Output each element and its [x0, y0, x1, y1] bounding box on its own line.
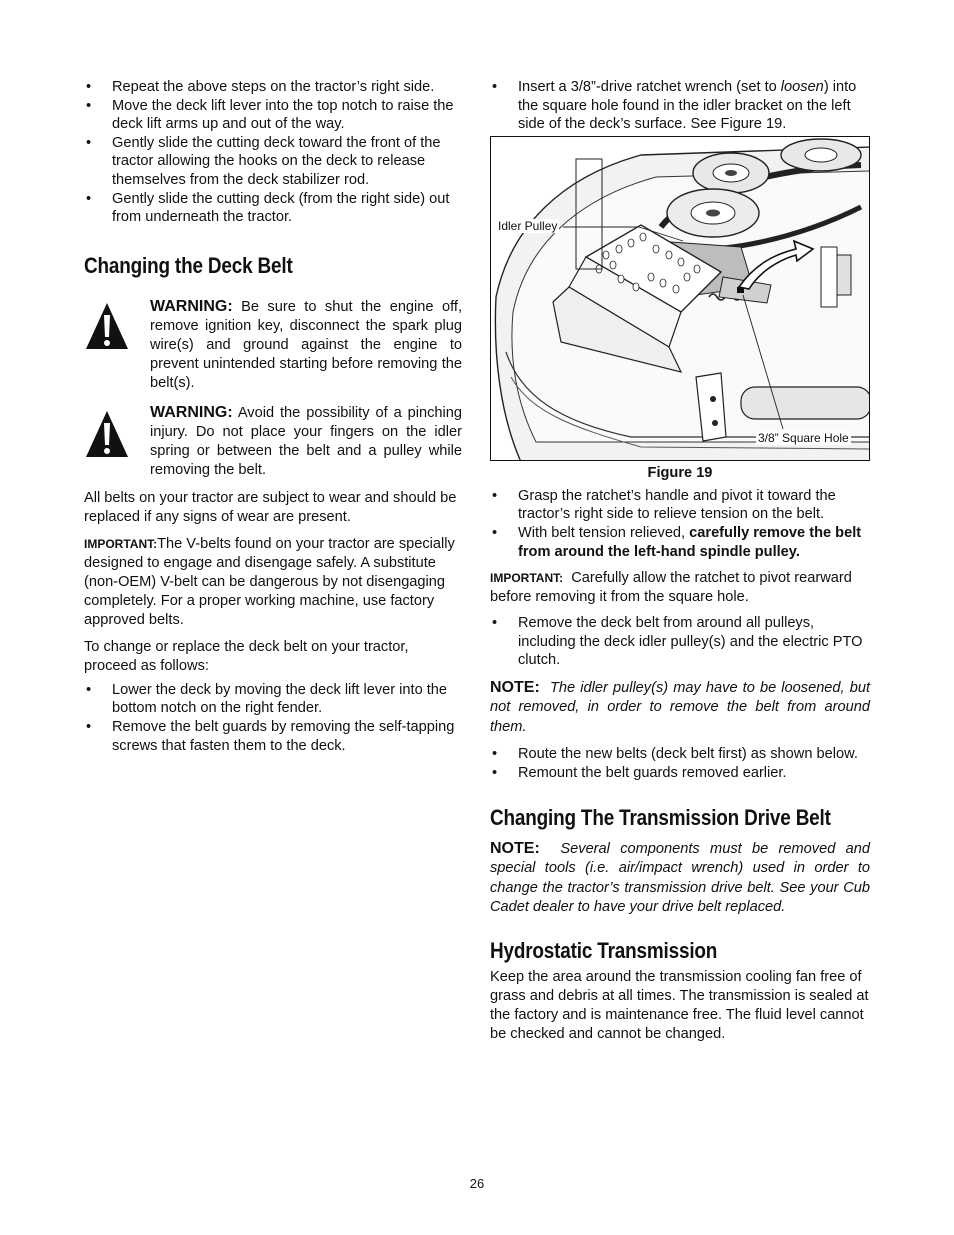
proceed-paragraph: To change or replace the deck belt on your tractor, proceed as follows: [84, 638, 409, 674]
bullet-emphasis: carefully remove the belt from around the left-hand spindle pulley. [518, 524, 862, 560]
list-item: • Repeat the above steps on the tractor’s right side. [84, 78, 462, 97]
list-item: • Grasp the ratchet’s handle and pivot it toward the tractor’s right side to relieve tension on the belt. [490, 487, 870, 524]
bullet-text: With belt tension relieved, [518, 524, 690, 541]
bullet-emphasis: loosen [780, 79, 824, 95]
idler-pulley-label: Idler Pulley [498, 218, 558, 233]
remove-bullet-list [490, 614, 870, 670]
warning-triangle-icon [84, 297, 150, 393]
steps-bullet-list [84, 681, 462, 755]
warning-label: WARNING: [150, 297, 233, 315]
warning-text: Avoid the possibility of a pinching injury. Do not place your fingers on the idler spring or between the belt and a pulley while removing the belt. [150, 404, 463, 478]
left-column [84, 78, 462, 755]
list-item: • Gently slide the cutting deck (from the right side) out from underneath the tractor. [84, 190, 462, 227]
warning-block-2 [84, 403, 462, 480]
note-label: NOTE: [490, 678, 540, 696]
warning-block-1 [84, 297, 462, 393]
deck-belt-heading: Changing the Deck Belt [84, 252, 293, 278]
figure-caption: Figure 19 [647, 464, 713, 481]
wear-paragraph: All belts on your tractor are subject to wear and should be replaced if any signs of wear are present. [84, 489, 457, 525]
list-item [490, 78, 870, 134]
important-label: IMPORTANT: [490, 571, 564, 586]
list-item: • Remove the deck belt from around all pulleys, including the deck idler pulley(s) and the electric PTO clutch. [490, 614, 870, 670]
intro-bullet-list [84, 78, 462, 227]
figure-frame [490, 136, 870, 461]
note-text: Several components must be removed and special tools (i.e. air/impact wrench) used in order to change the tractor’s transmission drive belt. See your Cub Cadet dealer to have your drive belt replaced. [490, 840, 870, 916]
square-hole-label: 3/8” Square Hole [758, 430, 849, 445]
grasp-bullet-list [490, 487, 870, 561]
deck-idler-pulley-illustration [491, 137, 870, 461]
bullet-text: Insert a 3/8”-drive ratchet wrench (set to [518, 79, 781, 95]
important-label: IMPORTANT: [84, 536, 158, 551]
figure-19 [490, 136, 870, 481]
note-label: NOTE: [490, 839, 540, 857]
note-text: The idler pulley(s) may have to be loosened, but not removed, in order to remove the belt from around them. [490, 679, 870, 735]
list-item: • Route the new belts (deck belt first) as shown below. [490, 745, 870, 764]
list-item: • Remove the belt guards by removing the self-tapping screws that fasten them to the deck. [84, 718, 462, 755]
important-text: Carefully allow the ratchet to pivot rearward before removing it from the square hole. [490, 570, 852, 606]
warning-label: WARNING: [150, 403, 233, 421]
list-item: • Lower the deck by moving the deck lift lever into the bottom notch on the right fender. [84, 681, 462, 718]
list-item [490, 524, 870, 561]
final-bullet-list [490, 745, 870, 782]
note-1 [490, 678, 870, 738]
important-note-1 [84, 535, 462, 630]
right-column [490, 78, 870, 1044]
warning-text: Be sure to shut the engine off, remove ignition key, disconnect the spark plug wire(s) and ground against the engine to prevent unintended starting before removing the belt(s). [150, 298, 462, 391]
ratchet-bullet-list [490, 78, 870, 134]
list-item: • Gently slide the cutting deck toward the front of the tractor allowing the hooks on the deck to release themselves from the deck stabilizer rod. [84, 134, 462, 190]
important-text: The V-belts found on your tractor are specially designed to engage and disengage safely. A substitute (non-OEM) V-belt can be dangerous by not disengaging completely. For a proper working machine, use factory approved belts. [84, 535, 455, 628]
note-2 [490, 839, 870, 918]
hydrostatic-paragraph: Keep the area around the transmission cooling fan free of grass and debris at all times. The transmission is sealed at the factory and is maintenance free. The fluid level cannot be checked and cannot be changed. [490, 968, 869, 1042]
hydrostatic-heading: Hydrostatic Transmission [490, 937, 718, 963]
important-note-2 [490, 569, 870, 607]
transmission-heading: Changing The Transmission Drive Belt [490, 804, 831, 830]
list-item: • Move the deck lift lever into the top notch to raise the deck lift arms up and out of the way. [84, 97, 462, 134]
bullet-text: ) into the square hole found in the idler bracket on the left side of the deck’s surface. See Figure 19. [518, 79, 857, 133]
page-number: 26 [469, 1176, 485, 1191]
warning-triangle-icon [84, 403, 150, 480]
list-item: • Remount the belt guards removed earlier. [490, 764, 870, 783]
